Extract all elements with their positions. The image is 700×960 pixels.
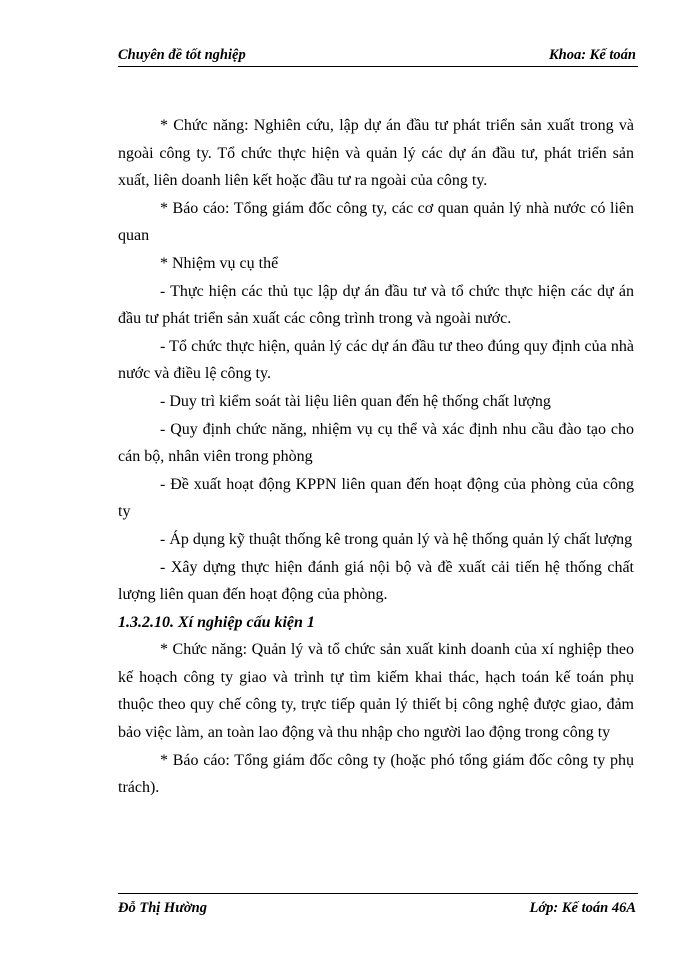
- paragraph-tasks-title: * Nhiệm vụ cụ thể: [160, 254, 279, 272]
- page-header: [118, 44, 638, 67]
- document-body: [118, 112, 634, 802]
- footer-class: Lớp: Kế toán 46A: [529, 900, 636, 916]
- header-document-title: Chuyên đề tốt nghiệp: [118, 47, 246, 63]
- paragraph-task-2: - Tổ chức thực hiện, quản lý các dự án đầu tư theo đúng quy định của nhà nước và điều lệ công ty.: [118, 337, 634, 383]
- paragraph-enterprise-function: * Chức năng: Quản lý và tổ chức sản xuất kinh doanh của xí nghiệp theo kế hoạch công ty giao và trình tự tìm kiếm khai thác, hạch toán kế toán phụ thuộc theo quy chế công ty, trực tiếp quản lý thiết bị công nghệ được giao, đảm bảo việc làm, an toàn lao động và thu nhập cho người lao động trong công ty: [118, 641, 634, 742]
- paragraph-task-4: - Quy định chức năng, nhiệm vụ cụ thể và xác định nhu cầu đào tạo cho cán bộ, nhân viên trong phòng: [118, 420, 634, 466]
- page-footer: [118, 893, 638, 920]
- paragraph-task-1: - Thực hiện các thủ tục lập dự án đầu tư và tổ chức thực hiện các dự án đầu tư phát triển sản xuất các công trình trong và ngoài nước.: [118, 282, 634, 328]
- header-department: Khoa: Kế toán: [548, 47, 636, 63]
- paragraph-task-7: - Xây dựng thực hiện đánh giá nội bộ và đề xuất cải tiến hệ thống chất lượng liên quan đến hoạt động của phòng.: [118, 558, 634, 604]
- section-heading: 1.3.2.10. Xí nghiệp cấu kiện 1: [118, 613, 315, 631]
- footer-author: Đỗ Thị Hường: [118, 900, 207, 916]
- paragraph-report: * Báo cáo: Tổng giám đốc công ty, các cơ quan quản lý nhà nước có liên quan: [118, 199, 634, 245]
- paragraph-function: * Chức năng: Nghiên cứu, lập dự án đầu tư phát triển sản xuất trong và ngoài công ty. Tổ chức thực hiện và quản lý các dự án đầu tư, phát triển sản xuất, liên doanh liên kết hoặc đầu tư ra ngoài của công ty.: [118, 117, 634, 190]
- paragraph-task-5: - Đề xuất hoạt động KPPN liên quan đến hoạt động của phòng của công ty: [118, 475, 634, 521]
- paragraph-task-6: - Áp dụng kỹ thuật thống kê trong quản lý và hệ thống quản lý chất lượng: [160, 530, 633, 548]
- paragraph-enterprise-report: * Báo cáo: Tổng giám đốc công ty (hoặc phó tổng giám đốc công ty phụ trách).: [118, 751, 634, 797]
- paragraph-task-3: - Duy trì kiểm soát tài liệu liên quan đến hệ thống chất lượng: [160, 392, 551, 410]
